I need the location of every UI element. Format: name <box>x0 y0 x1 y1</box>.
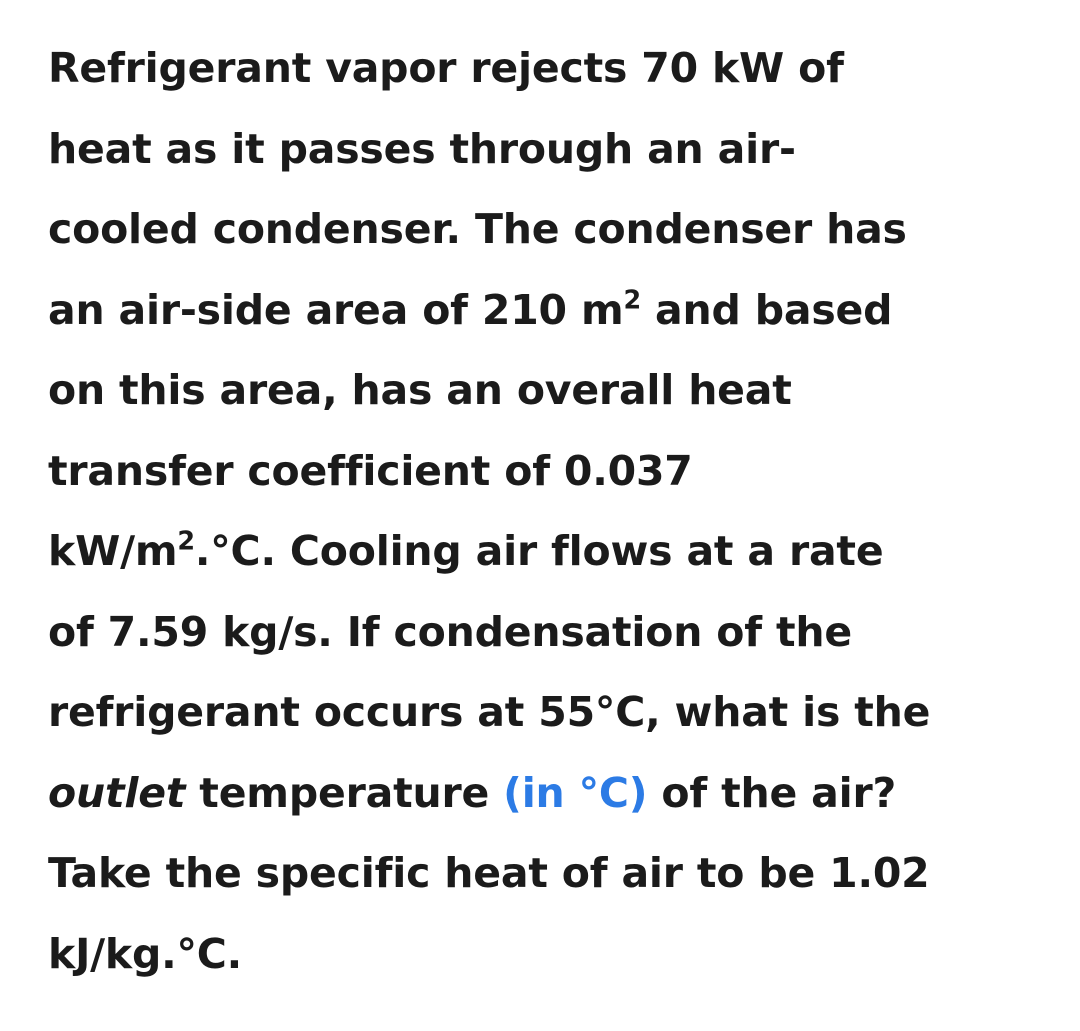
text-line-10-mid: temperature <box>185 768 504 817</box>
text-line-10 <box>48 753 1048 834</box>
text-line-4-main: an air-side area of 210 m <box>48 285 624 334</box>
text-line-6: transfer coefficient of 0.037 <box>48 446 693 495</box>
text-line-1: Refrigerant vapor rejects 70 kW of <box>48 44 844 92</box>
text-line-2: heat as it passes through an air- <box>48 124 796 173</box>
text-line-7-rest: .°C. Cooling air flows at a rate <box>194 527 884 575</box>
unit-highlight: (in °C) <box>503 768 648 817</box>
text-line-4 <box>48 270 1048 351</box>
text-line-3: cooled condenser. The condenser has <box>48 205 907 253</box>
text-line-11: Take the specific heat of air to be 1.02 <box>48 849 930 897</box>
superscript-2: 2 <box>177 525 195 556</box>
text-line-9: refrigerant occurs at 55°C, what is the <box>48 688 931 736</box>
text-line-7 <box>48 511 1048 592</box>
superscript-2: 2 <box>623 283 641 314</box>
text-line-8: of 7.59 kg/s. If condensation of the <box>48 607 852 656</box>
problem-statement <box>48 28 1048 994</box>
text-line-7-main: kW/m <box>48 527 178 575</box>
emphasized-word-outlet: outlet <box>48 768 186 817</box>
text-line-10-rest: of the air? <box>647 768 897 817</box>
text-line-12: kJ/kg.°C. <box>48 929 243 978</box>
text-line-4-rest: and based <box>640 285 893 334</box>
text-line-5: on this area, has an overall heat <box>48 366 792 414</box>
